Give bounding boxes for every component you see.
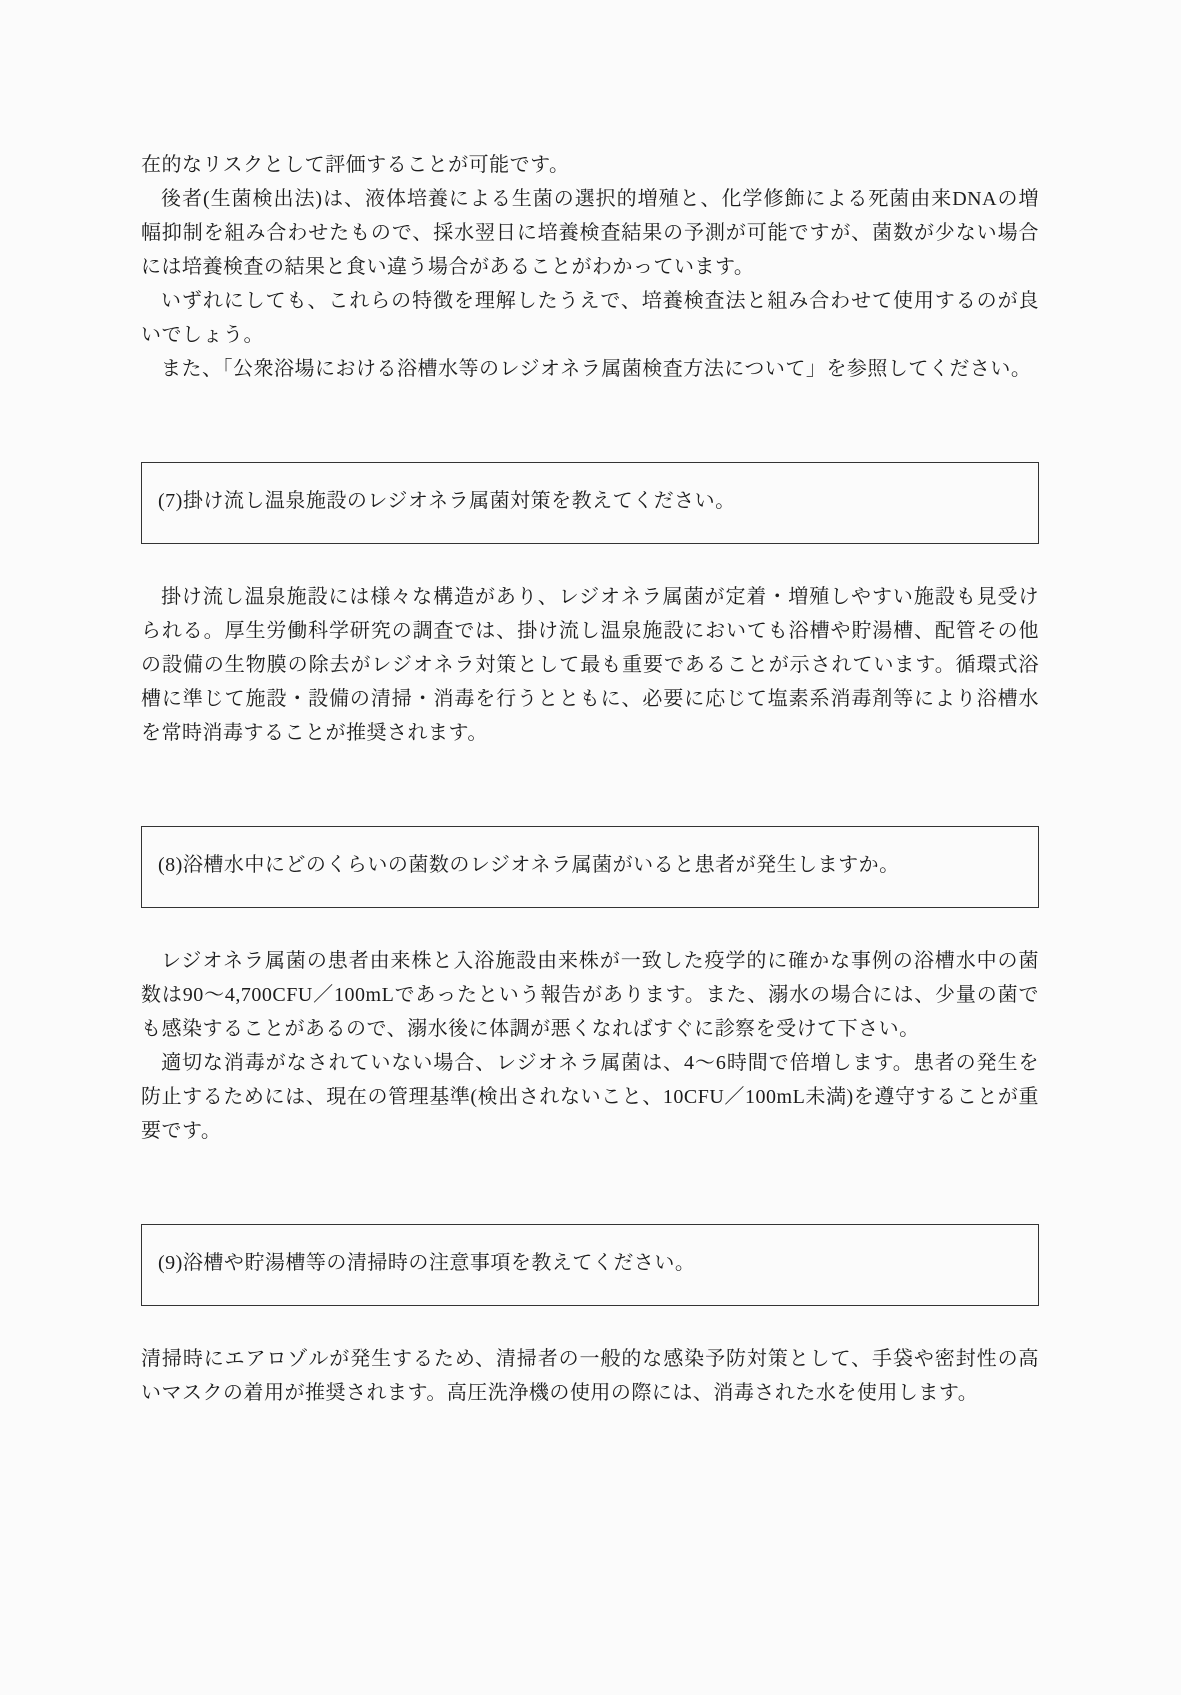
answer-paragraph: 掛け流し温泉施設には様々な構造があり、レジオネラ属菌が定着・増殖しやすい施設も見受けられる。厚生労働科学研究の調査では、掛け流し温泉施設においても浴槽や貯湯槽、配管その他の設備の生物膜の除去がレジオネラ対策として最も重要であることが示されています。循環式浴槽に準じて施設・設備の清掃・消毒を行うとともに、必要に応じて塩素系消毒剤等により浴槽水を常時消毒することが推奨されます。 — [141, 586, 1039, 744]
intro-text-block — [141, 148, 1039, 386]
answer-block-9 — [141, 1342, 1039, 1410]
question-7-text: (7)掛け流し温泉施設のレジオネラ属菌対策を教えてください。 — [158, 490, 736, 512]
answer-block-8 — [141, 944, 1039, 1148]
answer-paragraph: レジオネラ属菌の患者由来株と入浴施設由来株が一致した疫学的に確かな事例の浴槽水中の菌数は90～4,700CFU／100mLであったという報告があります。また、溺水の場合には、少量の菌でも感染することがあるので、溺水後に体調が悪くなればすぐに診察を受けて下さい。 — [141, 950, 1039, 1040]
answer-block-7 — [141, 580, 1039, 750]
intro-paragraph: いずれにしても、これらの特徴を理解したうえで、培養検査法と組み合わせて使用するのが良いでしょう。 — [141, 290, 1039, 346]
intro-paragraph: 在的なリスクとして評価することが可能です。 — [141, 154, 570, 176]
question-9-text: (9)浴槽や貯湯槽等の清掃時の注意事項を教えてください。 — [158, 1252, 696, 1274]
answer-paragraph: 清掃時にエアロゾルが発生するため、清掃者の一般的な感染予防対策として、手袋や密封性の高いマスクの着用が推奨されます。高圧洗浄機の使用の際には、消毒された水を使用します。 — [141, 1348, 1039, 1404]
intro-paragraph: また、「公衆浴場における浴槽水等のレジオネラ属菌検査方法について」を参照してください。 — [161, 358, 1032, 380]
answer-paragraph: 適切な消毒がなされていない場合、レジオネラ属菌は、4～6時間で倍増します。患者の発生を防止するためには、現在の管理基準(検出されないこと、10CFU／100mL未満)を遵守することが重要です。 — [141, 1052, 1039, 1142]
question-8-text: (8)浴槽水中にどのくらいの菌数のレジオネラ属菌がいると患者が発生しますか。 — [158, 854, 900, 876]
question-box-7 — [141, 462, 1039, 544]
question-box-8 — [141, 826, 1039, 908]
question-box-9 — [141, 1224, 1039, 1306]
intro-paragraph: 後者(生菌検出法)は、液体培養による生菌の選択的増殖と、化学修飾による死菌由来DNAの増幅抑制を組み合わせたもので、採水翌日に培養検査結果の予測が可能ですが、菌数が少ない場合には培養検査の結果と食い違う場合があることがわかっています。 — [141, 188, 1039, 278]
